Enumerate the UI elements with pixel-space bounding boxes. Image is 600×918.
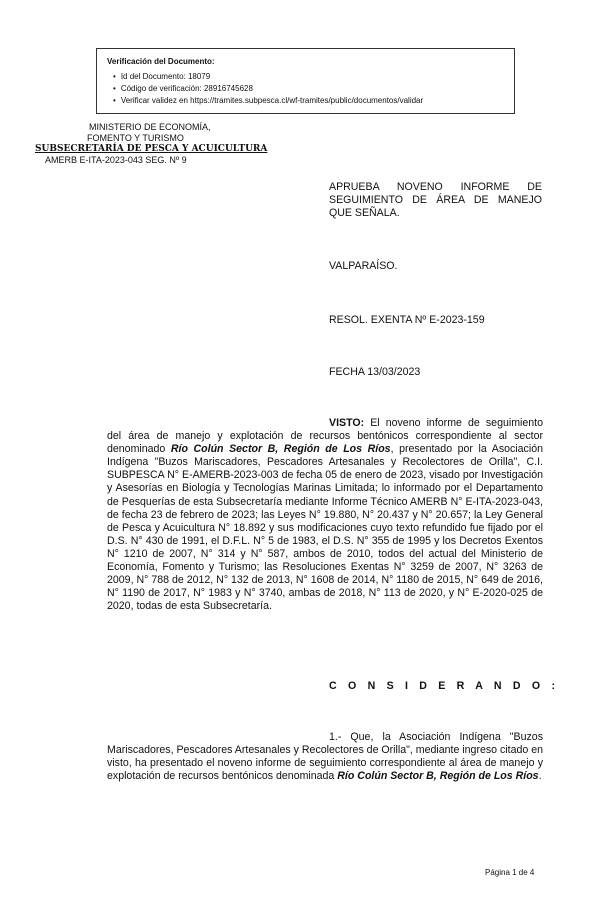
considerando-item-1-end: . (538, 770, 542, 783)
resolution-date: FECHA 13/03/2023 (329, 366, 421, 378)
city: VALPARAÍSO. (329, 260, 398, 272)
considerando-heading: C O N S I D E R A N D O : (329, 680, 560, 692)
subsecretaria-title: SUBSECRETARÍA DE PESCA Y ACUICULTURA (35, 144, 268, 154)
resolution-subject (329, 181, 542, 220)
visto-text-1: El noveno informe de seguimiento del área de manejo y explotación de recursos bentónicos correspondiente al sector denominado (107, 417, 543, 456)
verification-box (96, 48, 515, 114)
ministry-line-2: FOMENTO Y TURISMO (87, 133, 184, 143)
ministry-header (33, 122, 283, 166)
considerando-item-1 (107, 731, 543, 783)
visto-sector-name: Río Colún Sector B, Región de Los Ríos (170, 443, 391, 456)
resolution-number: RESOL. EXENTA Nº E-2023-159 (329, 314, 485, 326)
document-reference: AMERB E-ITA-2023-043 SEG. Nº 9 (45, 155, 187, 165)
page-number: Página 1 de 4 (485, 868, 535, 877)
document-id-item: • Id del Documento: 18079 (113, 71, 514, 83)
subject-line-2: SEGUIMIENTO DE ÁREA DE MANEJO (329, 194, 542, 206)
subject-line-3: QUE SEÑALA. (329, 207, 400, 219)
considerando-item-1-sector: Río Colún Sector B, Región de Los Ríos (337, 770, 539, 783)
verification-list (113, 71, 514, 107)
subject-line-1: APRUEBA NOVENO INFORME DE (329, 181, 542, 193)
verification-title: Verificación del Documento: (107, 57, 215, 66)
considerando-item-1-text: 1.- Que, la Asociación Indígena "Buzos Mariscadores, Pescadores Artesanales y Recolectores de Orilla", mediante ingreso citado en visto, ha presentado el noveno informe de seguimiento correspondiente al área de manejo y explotación de recursos bentónicos denominada (107, 731, 543, 783)
verification-code-item: • Código de verificación: 28916745628 (113, 83, 514, 95)
ministry-line-1: MINISTERIO DE ECONOMÍA, (89, 122, 211, 132)
visto-paragraph (107, 417, 543, 613)
visto-text-2: , presentado por la Asociación Indígena "Buzos Mariscadores, Pescadores Artesanales y Recolectores de Orilla", C.I. SUBPESCA N° E-AMERB-2023-003 de fecha 05 de enero de 2023, visado por Investigación y Asesorías en Biología y Tecnologías Marinas Limitada; lo informado por el Departamento de Pesquerías de esta Subsecretaría mediante Informe Técnico AMERB N° E-ITA-2023-043, de fecha 23 de febrero de 2023; las Leyes N° 19.880, N° 20.437 y N° 20.657; la Ley General de Pesca y Acuicultura N° 18.892 y sus modificaciones cuyo texto refundido fue fijado por el D.S. N° 430 de 1991, el D.F.L. N° 5 de 1983, el D.S. N° 355 de 1995 y los Decretos Exentos N° 1210 de 2007, N° 314 y N° 587, ambos de 2010, todos del actual del Ministerio de Economía, Fomento y Turismo; las Resoluciones Exentas N° 3259 de 2007, N° 3263 de 2009, N° 788 de 2012, N° 132 de 2013, N° 1608 de 2014, N° 1180 de 2015, N° 649 de 2016, N° 1190 de 2017, N° 1983 y N° 3740, ambas de 2018, N° 113 de 2020, y N° E-2020-025 de 2020, todas de esta Subsecretaría. (107, 443, 543, 613)
verification-url-item[interactable]: • Verificar validez en https://tramites.subpesca.cl/wf-tramites/public/documentos/validar (113, 95, 514, 107)
visto-label: VISTO: (329, 417, 365, 429)
